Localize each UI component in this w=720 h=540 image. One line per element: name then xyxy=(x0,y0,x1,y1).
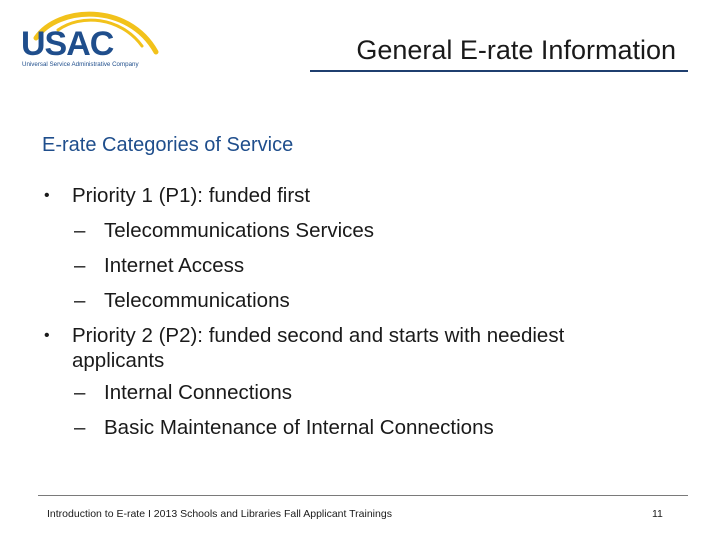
sub-list xyxy=(72,213,682,318)
usac-logo xyxy=(18,8,168,70)
section-heading: E-rate Categories of Service xyxy=(42,134,294,156)
sub-marker: – xyxy=(74,289,86,312)
footer-divider xyxy=(38,495,688,496)
page-title: General E-rate Information xyxy=(356,35,676,65)
sub-marker: – xyxy=(74,254,86,277)
sub-item xyxy=(74,213,682,248)
sub-marker: – xyxy=(74,219,86,242)
bullet-list xyxy=(42,178,682,445)
sub-text: Internet Access xyxy=(104,254,245,277)
bullet-item-priority-2 xyxy=(42,318,682,445)
logo-wordmark: USAC xyxy=(21,25,114,63)
sub-item xyxy=(74,410,682,445)
page-number: 11 xyxy=(652,508,663,520)
sub-marker: – xyxy=(74,416,86,439)
sub-text: Telecommunications Services xyxy=(104,219,375,242)
sub-list xyxy=(72,375,682,445)
header-divider xyxy=(310,70,688,72)
logo-tagline: Universal Service Administrative Company xyxy=(22,61,139,68)
bullet-text-continuation: applicants xyxy=(72,349,165,372)
bullet-marker: • xyxy=(44,327,50,344)
sub-text: Basic Maintenance of Internal Connections xyxy=(104,416,494,439)
sub-item xyxy=(74,375,682,410)
sub-marker: – xyxy=(74,381,86,404)
bullet-text: Priority 2 (P2): funded second and starts with neediest xyxy=(72,324,565,347)
bullet-text: Priority 1 (P1): funded first xyxy=(72,184,311,207)
sub-text: Internal Connections xyxy=(104,381,293,404)
bullet-marker: • xyxy=(44,187,50,204)
sub-item xyxy=(74,283,682,318)
sub-item xyxy=(74,248,682,283)
footer-text: Introduction to E-rate I 2013 Schools and Libraries Fall Applicant Trainings xyxy=(47,508,392,520)
bullet-item-priority-1 xyxy=(42,178,682,318)
sub-text: Telecommunications xyxy=(104,289,290,312)
